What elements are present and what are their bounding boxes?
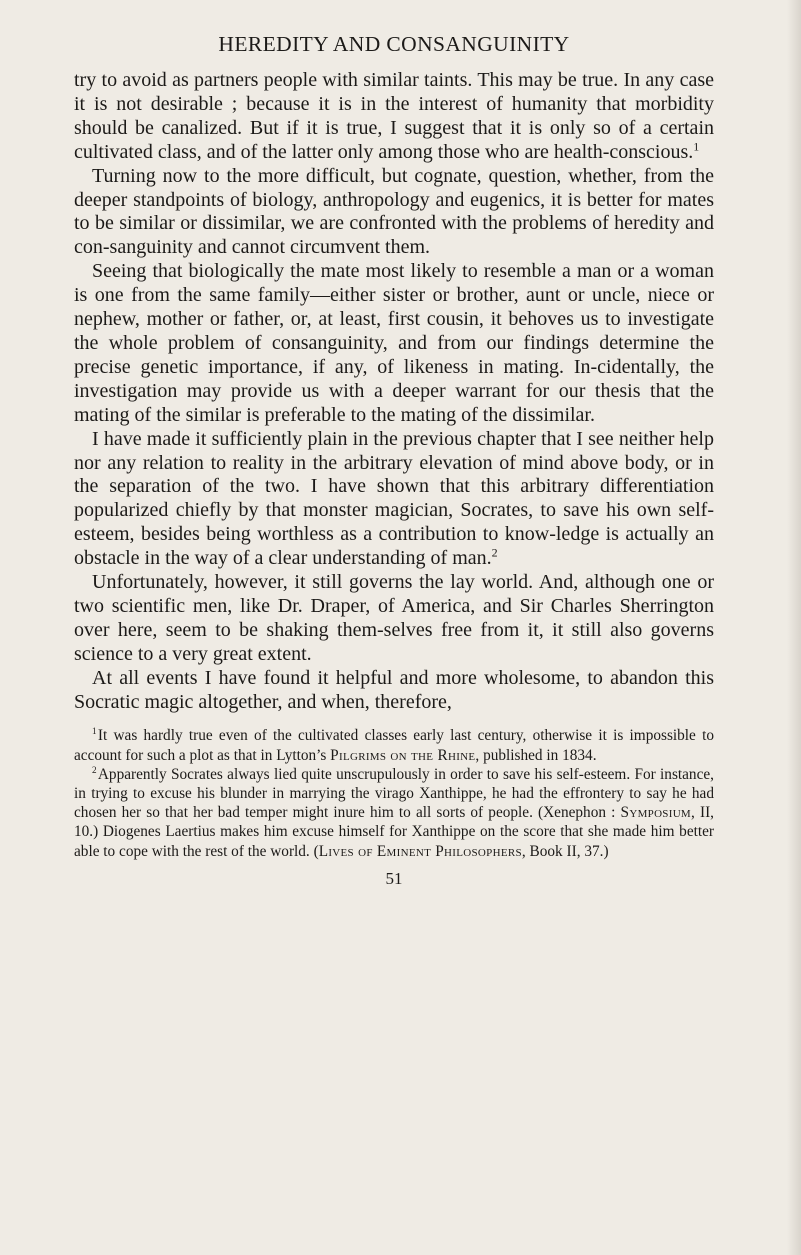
footnote-number: 1 [92, 726, 97, 737]
paragraph-1 [74, 69, 714, 165]
footnote-text: Apparently Socrates always lied quite unscrupulously in order to save his self-esteem. For instance, in trying to excuse his blunder in marrying the virago Xanthippe, he had the effrontery to say he had chosen her so that her bad temper might inure him to all sorts of people. (Xenephon : [74, 765, 714, 822]
paragraph-text: try to avoid as partners people with similar taints. This may be true. In any case it is not desirable ; because it is in the interest of humanity that morbidity should be canalized. But if it is true, I suggest that it is only so of a certain cultivated class, and of the latter only among those who are health-conscious. [74, 69, 714, 163]
footnote-text: It was hardly true even of the cultivated classes early last century, otherwise it is impossible to account for such a plot as that in Lytton’s [74, 727, 714, 764]
paragraph-4 [74, 428, 714, 571]
footnote-2 [74, 765, 714, 861]
footnote-1 [74, 726, 714, 764]
page-number: 51 [385, 868, 403, 888]
paragraph-text: Unfortunately, however, it still governs the lay world. And, although one or two scientific men, like Dr. Draper, of America, and Sir Charles Sherrington over here, seem to be shaking them-selves free from it, it still also governs science to a very great extent. [74, 571, 714, 665]
footnote-text: , published in 1834. [475, 746, 597, 764]
footnote-text: , II, 10.) Diogenes Laertius makes him excuse himself for Xanthippe on the score that she made him better able to cope with the rest of the world. ( [74, 804, 714, 860]
page-edge-shadow [787, 0, 801, 1255]
footnote-title: Symposium [620, 804, 692, 822]
footnotes [74, 726, 714, 860]
paragraph-2 [74, 165, 714, 261]
paragraph-6 [74, 667, 714, 715]
body-text [74, 69, 714, 714]
paragraph-text: Turning now to the more difficult, but cognate, question, whether, from the deeper standpoints of biology, anthropology and eugenics, it is better for mates to be similar or dissimilar, we are confronted with the problems of heredity and con-sanguinity and cannot circumvent them. [74, 164, 714, 259]
footnote-title: Lives of Eminent Philosophers [318, 842, 522, 860]
footnote-ref-1[interactable]: 1 [693, 139, 700, 154]
paragraph-3 [74, 260, 714, 427]
footnote-ref-2[interactable]: 2 [491, 545, 498, 560]
book-page [74, 30, 714, 889]
paragraph-text: At all events I have found it helpful and more wholesome, to abandon this Socratic magic altogether, and when, therefore, [74, 666, 714, 713]
paragraph-text: Seeing that biologically the mate most likely to resemble a man or a woman is one from the same family—either sister or brother, aunt or uncle, niece or nephew, mother or father, or, at least, first cousin, it behoves us to investigate the whole problem of consanguinity, and from our findings determine the precise genetic importance, if any, of likeness in mating. In-cidentally, the investigation may provide us with a deeper warrant for our thesis that the mating of the similar is preferable to the mating of the dissimilar. [74, 260, 714, 426]
footnote-title: Pilgrims on the Rhine [330, 746, 476, 764]
paragraph-text: I have made it sufficiently plain in the previous chapter that I see neither help nor any relation to reality in the arbitrary elevation of mind above body, or in the separation of the two. I have shown that this arbitrary differentiation popularized chiefly by that monster magician, Socrates, to save his own self-esteem, besides being worthless as a contribution to know-ledge is actually an obstacle in the way of a clear understanding of man. [74, 427, 714, 570]
paragraph-5 [74, 571, 714, 667]
footnote-text: , Book II, 37.) [521, 842, 609, 860]
footnote-number: 2 [92, 764, 97, 775]
running-head: HEREDITY AND CONSANGUINITY [218, 32, 570, 56]
